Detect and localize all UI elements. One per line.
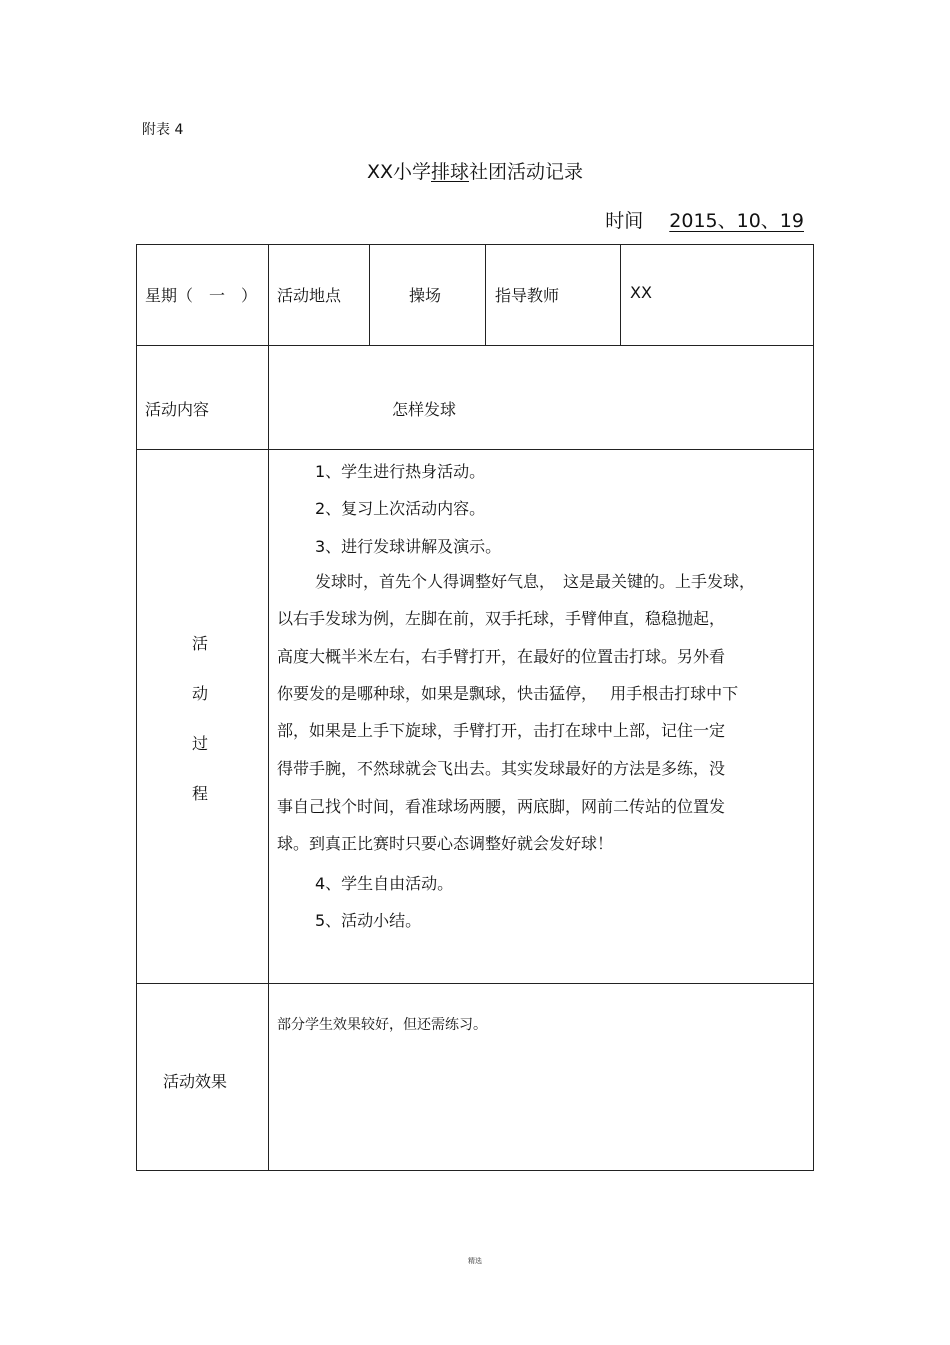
- table-border-top: [136, 244, 814, 245]
- process-label-char: 过: [192, 734, 209, 753]
- footer-mark: 精选: [468, 1257, 482, 1265]
- process-line: 1、学生进行热身活动。: [315, 462, 486, 481]
- teacher-label: 指导教师: [495, 286, 560, 305]
- process-line: 事自己找个时间，看准球场两腰，两底脚，网前二传站的位置发: [277, 797, 726, 816]
- weekday-cell: 星期（ 一 ）: [145, 286, 258, 305]
- effect-label: 活动效果: [163, 1072, 228, 1091]
- process-label-char: 动: [192, 684, 209, 703]
- page-title: [0, 157, 950, 184]
- teacher-value: XX: [630, 283, 652, 302]
- location-label: 活动地点: [277, 286, 342, 305]
- process-line: 球。到真正比赛时只要心态调整好就会发好球！: [277, 834, 614, 853]
- effect-value: 部分学生效果较好，但还需练习。: [277, 1017, 487, 1033]
- process-line: 以右手发球为例，左脚在前，双手托球，手臂伸直，稳稳抛起，: [277, 609, 726, 628]
- table-border-bottom: [136, 1170, 814, 1171]
- location-value: 操场: [409, 286, 442, 305]
- table-line-col4: [620, 244, 621, 345]
- process-line: 2、复习上次活动内容。: [315, 499, 486, 518]
- process-label-char: 程: [192, 784, 209, 803]
- process-label-char: 活: [192, 634, 209, 653]
- title-underlined: 排球: [431, 161, 470, 183]
- table-line-row1: [136, 345, 814, 346]
- process-line: 你要发的是哪种球，如果是飘球，快击猛停， 用手根击打球中下: [277, 684, 739, 703]
- table-line-col2: [369, 244, 370, 345]
- table-line-col1: [268, 244, 269, 1171]
- table-border-right: [813, 244, 814, 1171]
- content-value: 怎样发球: [392, 400, 457, 419]
- title-suffix: 社团活动记录: [469, 161, 584, 183]
- table-line-col3: [485, 244, 486, 345]
- process-line: 部，如果是上手下旋球，手臂打开，击打在球中上部，记住一定: [277, 721, 726, 740]
- table-line-row2: [136, 449, 814, 450]
- process-line: 得带手腕，不然球就会飞出去。其实发球最好的方法是多练，没: [277, 759, 726, 778]
- title-prefix: XX小学: [366, 161, 431, 183]
- process-line: 3、进行发球讲解及演示。: [315, 537, 502, 556]
- appendix-label: 附表 4: [142, 122, 184, 138]
- date-value: 2015、10、19: [669, 210, 804, 232]
- process-line: 5、活动小结。: [315, 911, 422, 930]
- table-border-left: [136, 244, 137, 1171]
- table-line-row3: [136, 983, 814, 984]
- date-label: 时间: [605, 210, 644, 232]
- process-line: 高度大概半米左右，右手臂打开，在最好的位置击打球。另外看: [277, 647, 726, 666]
- date-row: [605, 206, 804, 233]
- process-line: 4、学生自由活动。: [315, 874, 454, 893]
- content-label: 活动内容: [145, 400, 210, 419]
- process-line: 发球时，首先个人得调整好气息， 这是最关键的。上手发球，: [315, 572, 756, 591]
